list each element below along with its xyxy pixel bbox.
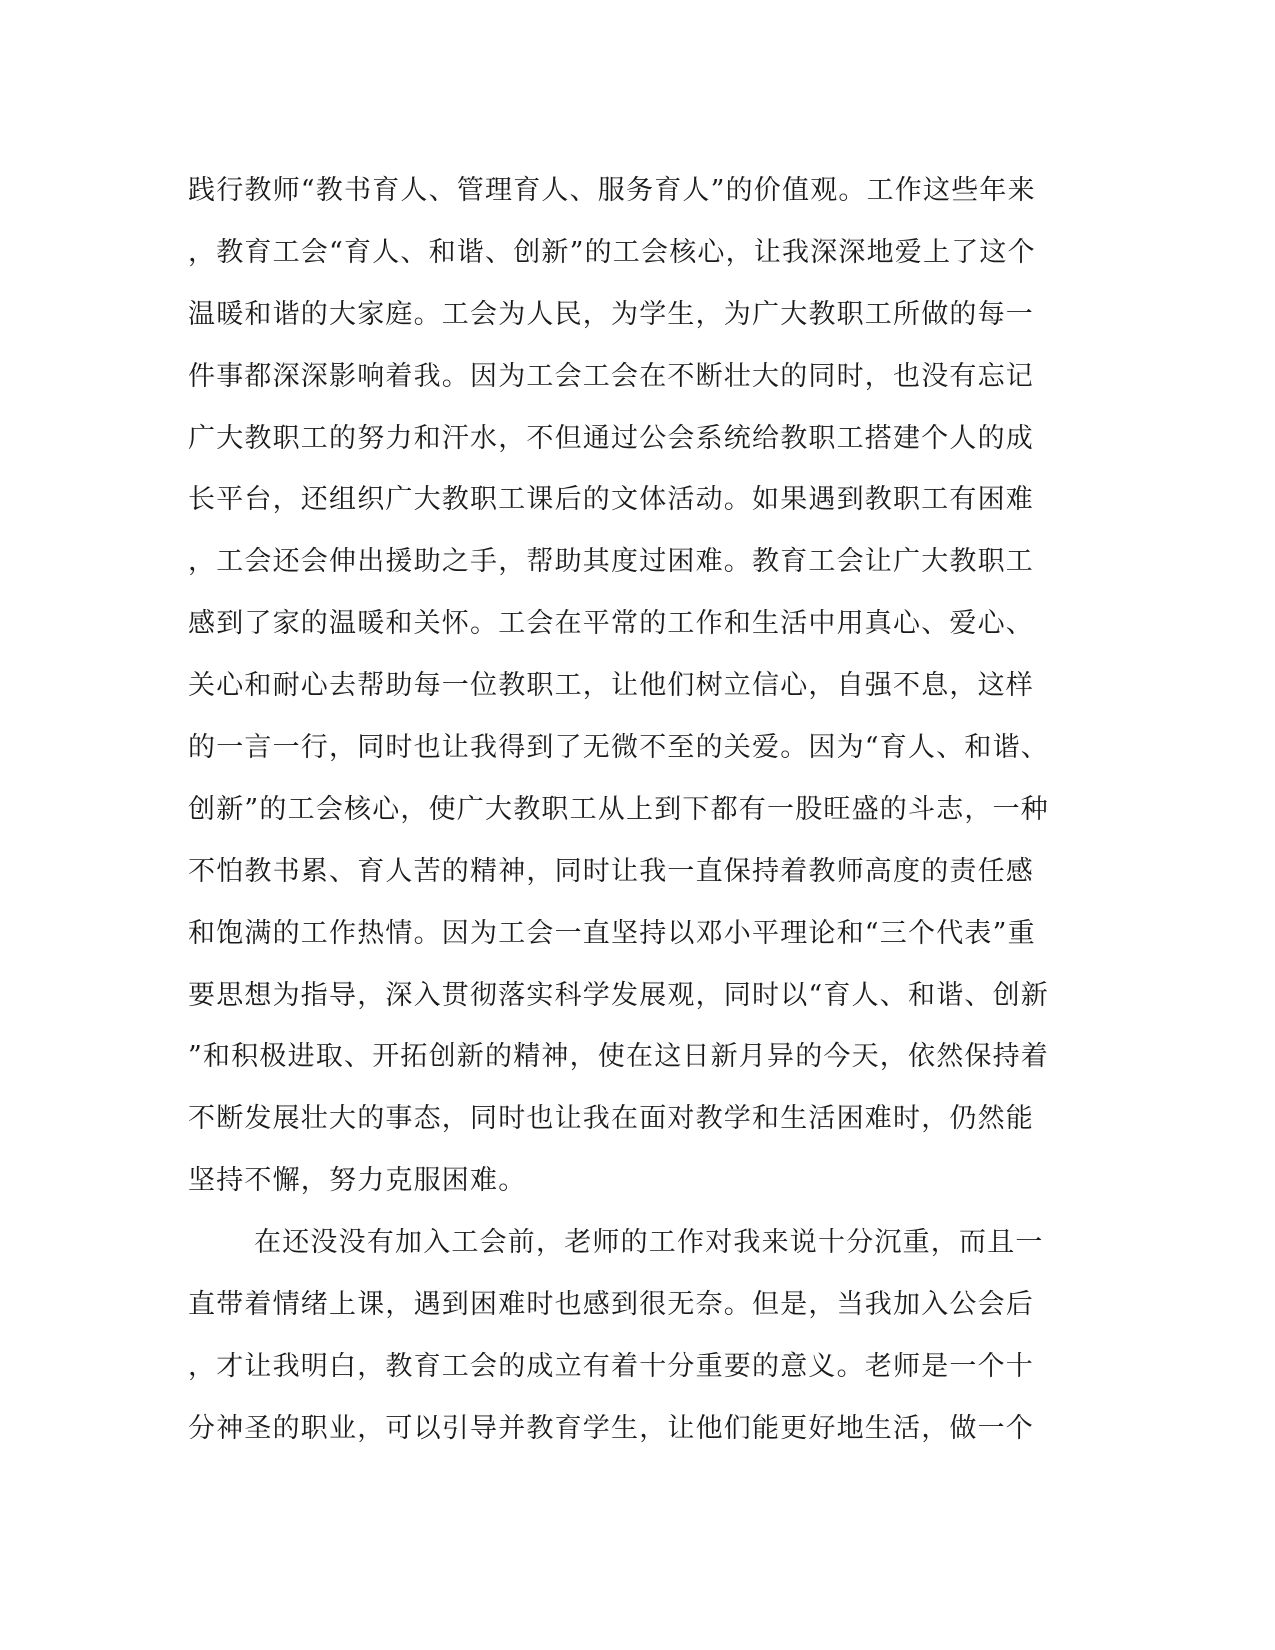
text-line: 广大教职工的努力和汗水，不但通过公会系统给教职工搭建个人的成 [188,422,1034,454]
text-line: 感到了家的温暖和关怀。工会在平常的工作和生活中用真心、爱心、 [188,608,1034,640]
paragraph-first-line: 在还没没有加入工会前，老师的工作对我来说十分沉重，而且一 [254,1227,1044,1259]
text-line: 践行教师“教书育人、管理育人、服务育人”的价值观。工作这些年来 [188,175,1036,206]
text-line: 分神圣的职业，可以引导并教育学生，让他们能更好地生活，做一个 [188,1412,1034,1444]
text-line: 不怕教书累、育人苦的精神，同时让我一直保持着教师高度的责任感 [188,855,1034,887]
text-line: 件事都深深影响着我。因为工会工会在不断壮大的同时，也没有忘记 [188,360,1034,392]
text-line: ”和积极进取、开拓创新的精神，使在这日新月异的今天，依然保持着 [188,1041,1050,1073]
text-line: 创新”的工会核心，使广大教职工从上到下都有一股旺盛的斗志，一种 [188,793,1050,825]
text-line: 不断发展壮大的事态，同时也让我在面对教学和生活困难时，仍然能 [188,1103,1034,1135]
text-line: 坚持不懈，努力克服困难。 [188,1165,527,1197]
text-line: 和饱满的工作热情。因为工会一直坚持以邓小平理论和“三个代表”重 [188,917,1036,949]
text-line: ，教育工会“育人、和谐、创新”的工会核心，让我深深地爱上了这个 [188,236,1036,268]
body-text [188,160,1088,1460]
text-line: 温暖和谐的大家庭。工会为人民，为学生，为广大教职工所做的每一 [188,298,1034,330]
text-line: 直带着情绪上课，遇到困难时也感到很无奈。但是，当我加入公会后 [188,1289,1034,1321]
text-line: 的一言一行，同时也让我得到了无微不至的关爱。因为“育人、和谐、 [188,732,1050,764]
text-line: 长平台，还组织广大教职工课后的文体活动。如果遇到教职工有困难 [188,484,1034,516]
text-line: 关心和耐心去帮助每一位教职工，让他们树立信心，自强不息，这样 [188,670,1034,702]
text-line: ，才让我明白，教育工会的成立有着十分重要的意义。老师是一个十 [188,1350,1034,1382]
text-line: ，工会还会伸出援助之手，帮助其度过困难。教育工会让广大教职工 [188,546,1034,578]
text-line: 要思想为指导，深入贯彻落实科学发展观，同时以“育人、和谐、创新 [188,979,1050,1011]
